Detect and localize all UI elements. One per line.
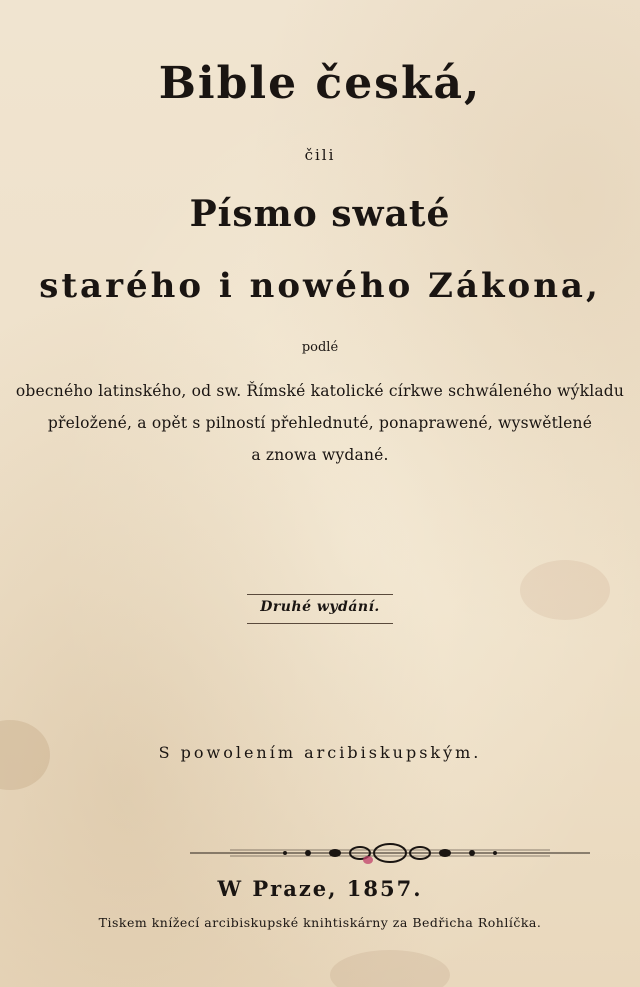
book-title: Bible česká,	[158, 58, 482, 109]
paper-stain	[520, 560, 610, 620]
ornamental-divider-icon	[190, 838, 590, 868]
place-year: W Praze, 1857.	[217, 876, 423, 901]
description-line-2: přeložené, a opět s pilností přehlednuté, ponaprawené, wyswětlené	[47, 414, 593, 432]
printer-imprint: Tiskem knížecí arcibiskupské knihtiskárny za Bedřicha Rohlíčka.	[98, 915, 542, 930]
subtitle-pismo-swate: Písmo swaté	[189, 193, 451, 235]
description-line-1: obecného latinského, od sw. Římské katolické církwe schwáleného wýkladu	[15, 382, 625, 400]
conjunction-cili: čili	[304, 146, 336, 164]
permission-text: S powolením arcibiskupským.	[158, 743, 482, 762]
edition-text: Druhé wydání.	[260, 599, 380, 615]
podle-text: podlé	[301, 340, 339, 355]
subtitle-zakona: starého i nowého Zákona,	[39, 266, 601, 306]
description-line-3: a znowa wydané.	[251, 446, 389, 464]
paper-stain	[330, 950, 450, 987]
edition-box	[247, 594, 393, 624]
